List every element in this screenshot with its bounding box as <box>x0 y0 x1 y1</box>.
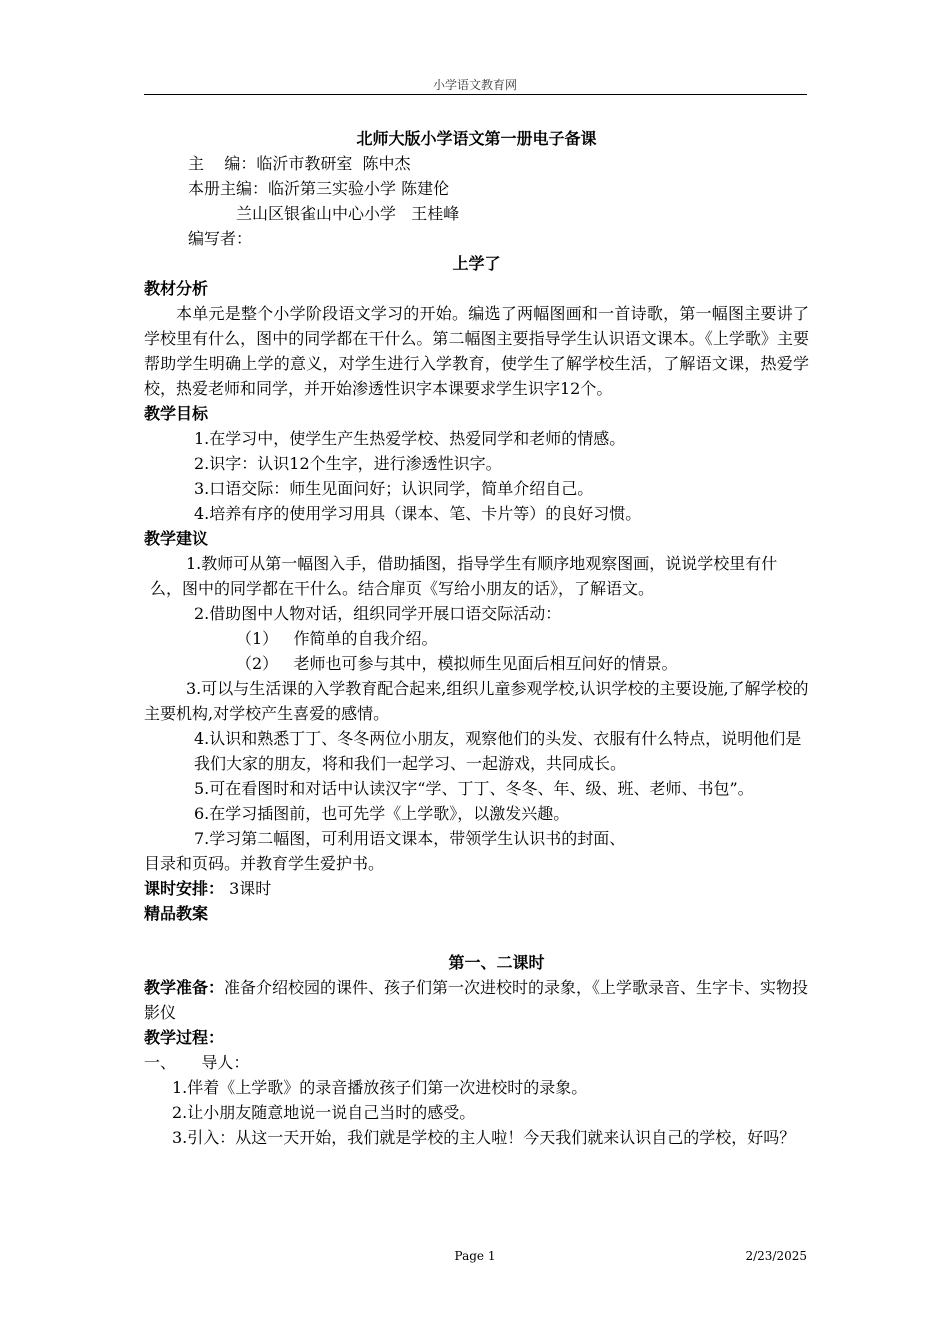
goal-item: 3.口语交际：师生见面问好；认识同学，简单介绍自己。 <box>194 479 594 498</box>
suggestion-subitem: （2） 老师也可参与其中，模拟师生见面后相互问好的情景。 <box>236 654 678 673</box>
page-number: Page 1 <box>454 1249 496 1263</box>
lesson-title: 上学了 <box>452 254 501 273</box>
section-heading: 教学建议 <box>144 529 209 548</box>
suggestion-item: 4.认识和熟悉丁丁、冬冬两位小朋友，观察他们的头发、衣服有什么特点，说明他们是我们大家的朋友，将和我们一起学习、一起游戏，共同成长。 <box>194 729 802 773</box>
footer-date: 2/23/2025 <box>745 1249 807 1263</box>
editor-line: 主 编：临沂市教研室 陈中杰 <box>188 154 411 173</box>
suggestion-item: 6.在学习插图前，也可先学《上学歌》，以激发兴趣。 <box>194 804 570 823</box>
hours-label: 课时安排： <box>144 879 225 898</box>
process-heading: 教学过程： <box>144 1028 225 1047</box>
doc-title: 北师大版小学语文第一册电子备课 <box>356 129 597 148</box>
page-header: 小学语文教育网 <box>432 78 517 92</box>
step-item: 1.伴着《上学歌》的录音播放孩子们第一次进校时的录象。 <box>172 1078 588 1097</box>
document-body <box>144 126 809 1150</box>
prep-line <box>144 975 809 1025</box>
vol-editor-line-2: 兰山区银雀山中心小学 王桂峰 <box>236 204 460 223</box>
hours-line <box>144 876 809 901</box>
plan-heading: 精品教案 <box>144 904 209 923</box>
step-item: 2.让小朋友随意地说一说自己当时的感受。 <box>172 1103 476 1122</box>
writer-line: 编写者： <box>188 229 253 248</box>
analysis-paragraph: 本单元是整个小学阶段语文学习的开始。编选了两幅图画和一首诗歌，第一幅图主要讲了学校里有什么，图中的同学都在干什么。第二幅图主要指导学生认识语文课本。《上学歌》主要帮助学生明确上学的意义，对学生进行入学教育，使学生了解学校生活，了解语文课，热爱学校，热爱老师和同学，并开始渗透性识字本课要求学生识字12个。 <box>144 304 809 398</box>
goal-item: 2.识字：认识12个生字，进行渗透性识字。 <box>194 454 502 473</box>
section-heading: 教材分析 <box>144 279 209 298</box>
goal-item: 4.培养有序的使用学习用具（课本、笔、卡片等）的良好习惯。 <box>194 504 642 523</box>
header-rule <box>144 94 807 95</box>
period-heading: 第一、二课时 <box>448 953 545 972</box>
goal-item: 1.在学习中，使学生产生热爱学校、热爱同学和老师的情感。 <box>194 429 626 448</box>
suggestion-item: 7.学习第二幅图，可利用语文课本，带领学生认识书的封面、 <box>194 829 626 848</box>
suggestion-item: 3.可以与生活课的入学教育配合起来,组织儿童参观学校,认识学校的主要设施,了解学校的主要机构,对学校产生喜爱的感情。 <box>144 679 809 723</box>
hours-value: 3课时 <box>229 879 272 898</box>
suggestion-item-cont: 目录和页码。并教育学生爱护书。 <box>144 854 385 873</box>
suggestion-item: 1.教师可从第一幅图入手，借助插图，指导学生有顺序地观察图画，说说学校里有什么，图中的同学都在干什么。结合扉页《写给小朋友的话》，了解语文。 <box>150 554 778 598</box>
suggestion-item: 5.可在看图时和对话中认读汉字“学、丁丁、冬冬、年、级、班、老师、书包”。 <box>194 779 754 798</box>
suggestion-item: 2.借助图中人物对话，组织同学开展口语交际活动： <box>194 604 562 623</box>
vol-editor-line: 本册主编：临沂第三实验小学 陈建伦 <box>188 179 450 198</box>
step-heading: 一、 导人： <box>144 1053 250 1072</box>
suggestion-subitem: （1） 作简单的自我介绍。 <box>236 629 438 648</box>
section-heading: 教学目标 <box>144 404 209 423</box>
step-item: 3.引入：从这一天开始，我们就是学校的主人啦！今天我们就来认识自己的学校，好吗？ <box>172 1128 796 1147</box>
prep-text: 准备介绍校园的课件、孩子们第一次进校时的录象，《上学歌录音、生字卡、实物投影仪 <box>144 978 809 1022</box>
prep-label: 教学准备： <box>144 978 225 997</box>
